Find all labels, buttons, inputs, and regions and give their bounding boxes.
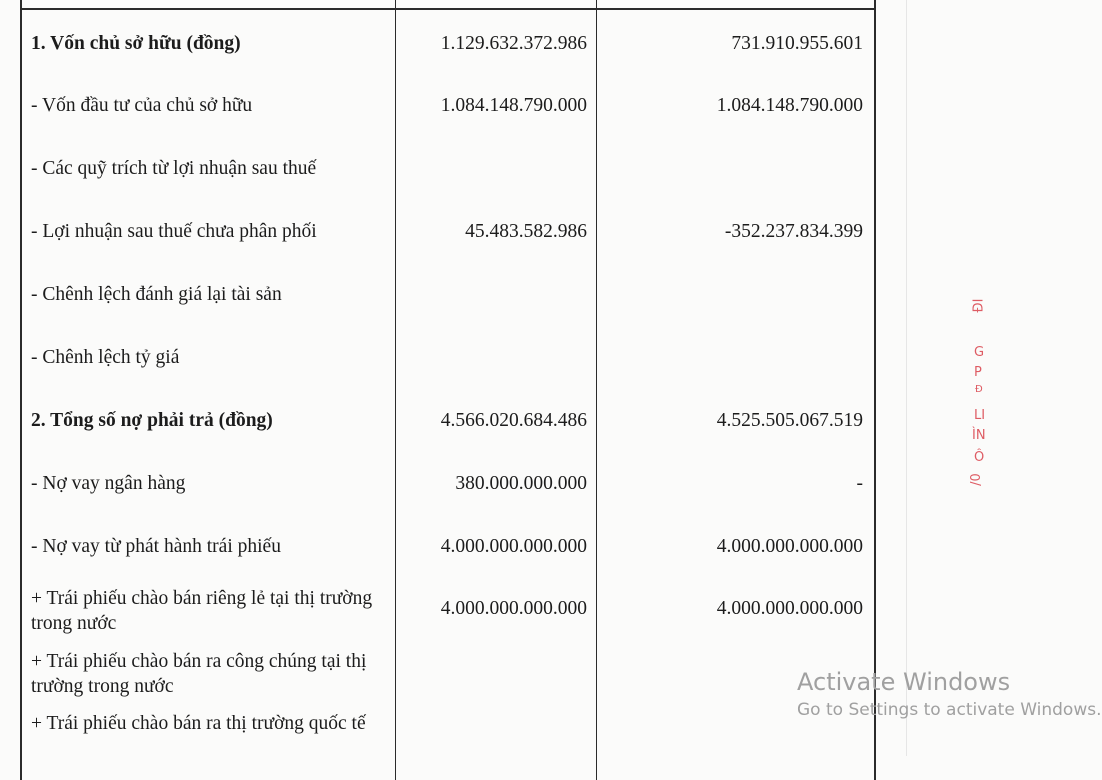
stamp-char: G — [974, 345, 985, 360]
row-value-previous: - — [856, 473, 863, 494]
stamp-char: Ô — [974, 450, 985, 465]
stamp-char: Đ — [975, 384, 983, 395]
stamp-char: LI — [974, 408, 986, 423]
column-divider-1 — [395, 0, 396, 780]
row-label: + Trái phiếu chào bán riêng lẻ tại thị trường trong nước — [31, 588, 373, 634]
row-label: - Chênh lệch đánh giá lại tài sản — [31, 284, 282, 305]
row-value-previous: 4.525.505.067.519 — [716, 410, 863, 431]
row-label: - Nợ vay từ phát hành trái phiếu — [31, 536, 281, 557]
row-value-current: 4.000.000.000.000 — [440, 598, 587, 619]
row-label: + Trái phiếu chào bán ra công chúng tại thị trường trong nước — [31, 651, 367, 697]
row-value-current: 380.000.000.000 — [455, 473, 587, 494]
row-value-current: 45.483.582.986 — [465, 221, 587, 242]
row-value-current: 4.000.000.000.000 — [440, 536, 587, 557]
row-label: + Trái phiếu chào bán ra thị trường quốc tế — [31, 713, 366, 734]
stamp-char: ÌN — [972, 428, 986, 443]
row-value-current: 1.084.148.790.000 — [440, 95, 587, 116]
row-label: - Nợ vay ngân hàng — [31, 473, 186, 494]
watermark-subtitle: Go to Settings to activate Windows. — [797, 700, 1102, 720]
row-value-previous: -352.237.834.399 — [724, 221, 863, 242]
row-value-previous: 4.000.000.000.000 — [716, 536, 863, 557]
row-label: 1. Vốn chủ sở hữu (đồng) — [31, 33, 241, 54]
financial-table — [20, 0, 876, 780]
row-value-current: 4.566.020.684.486 — [440, 410, 587, 431]
row-value-current: 1.129.632.372.986 — [440, 33, 587, 54]
red-stamp — [962, 290, 996, 500]
watermark-title: Activate Windows — [797, 668, 1011, 696]
row-label: - Lợi nhuận sau thuế chưa phân phối — [31, 221, 317, 242]
column-divider-2 — [596, 0, 597, 780]
stamp-char: /0 — [968, 473, 984, 486]
row-label: - Vốn đầu tư của chủ sở hữu — [31, 95, 253, 116]
activate-windows-watermark — [797, 666, 1102, 722]
row-value-previous: 4.000.000.000.000 — [716, 598, 863, 619]
page-edge-line — [906, 0, 907, 756]
stamp-char: P — [974, 365, 982, 380]
row-value-previous: 1.084.148.790.000 — [716, 95, 863, 116]
row-label: - Chênh lệch tỷ giá — [31, 347, 180, 368]
row-label: 2. Tổng số nợ phải trả (đồng) — [31, 410, 273, 431]
row-value-previous: 731.910.955.601 — [731, 33, 863, 54]
stamp-char: ĐI — [971, 298, 987, 313]
row-label: - Các quỹ trích từ lợi nhuận sau thuế — [31, 158, 317, 179]
